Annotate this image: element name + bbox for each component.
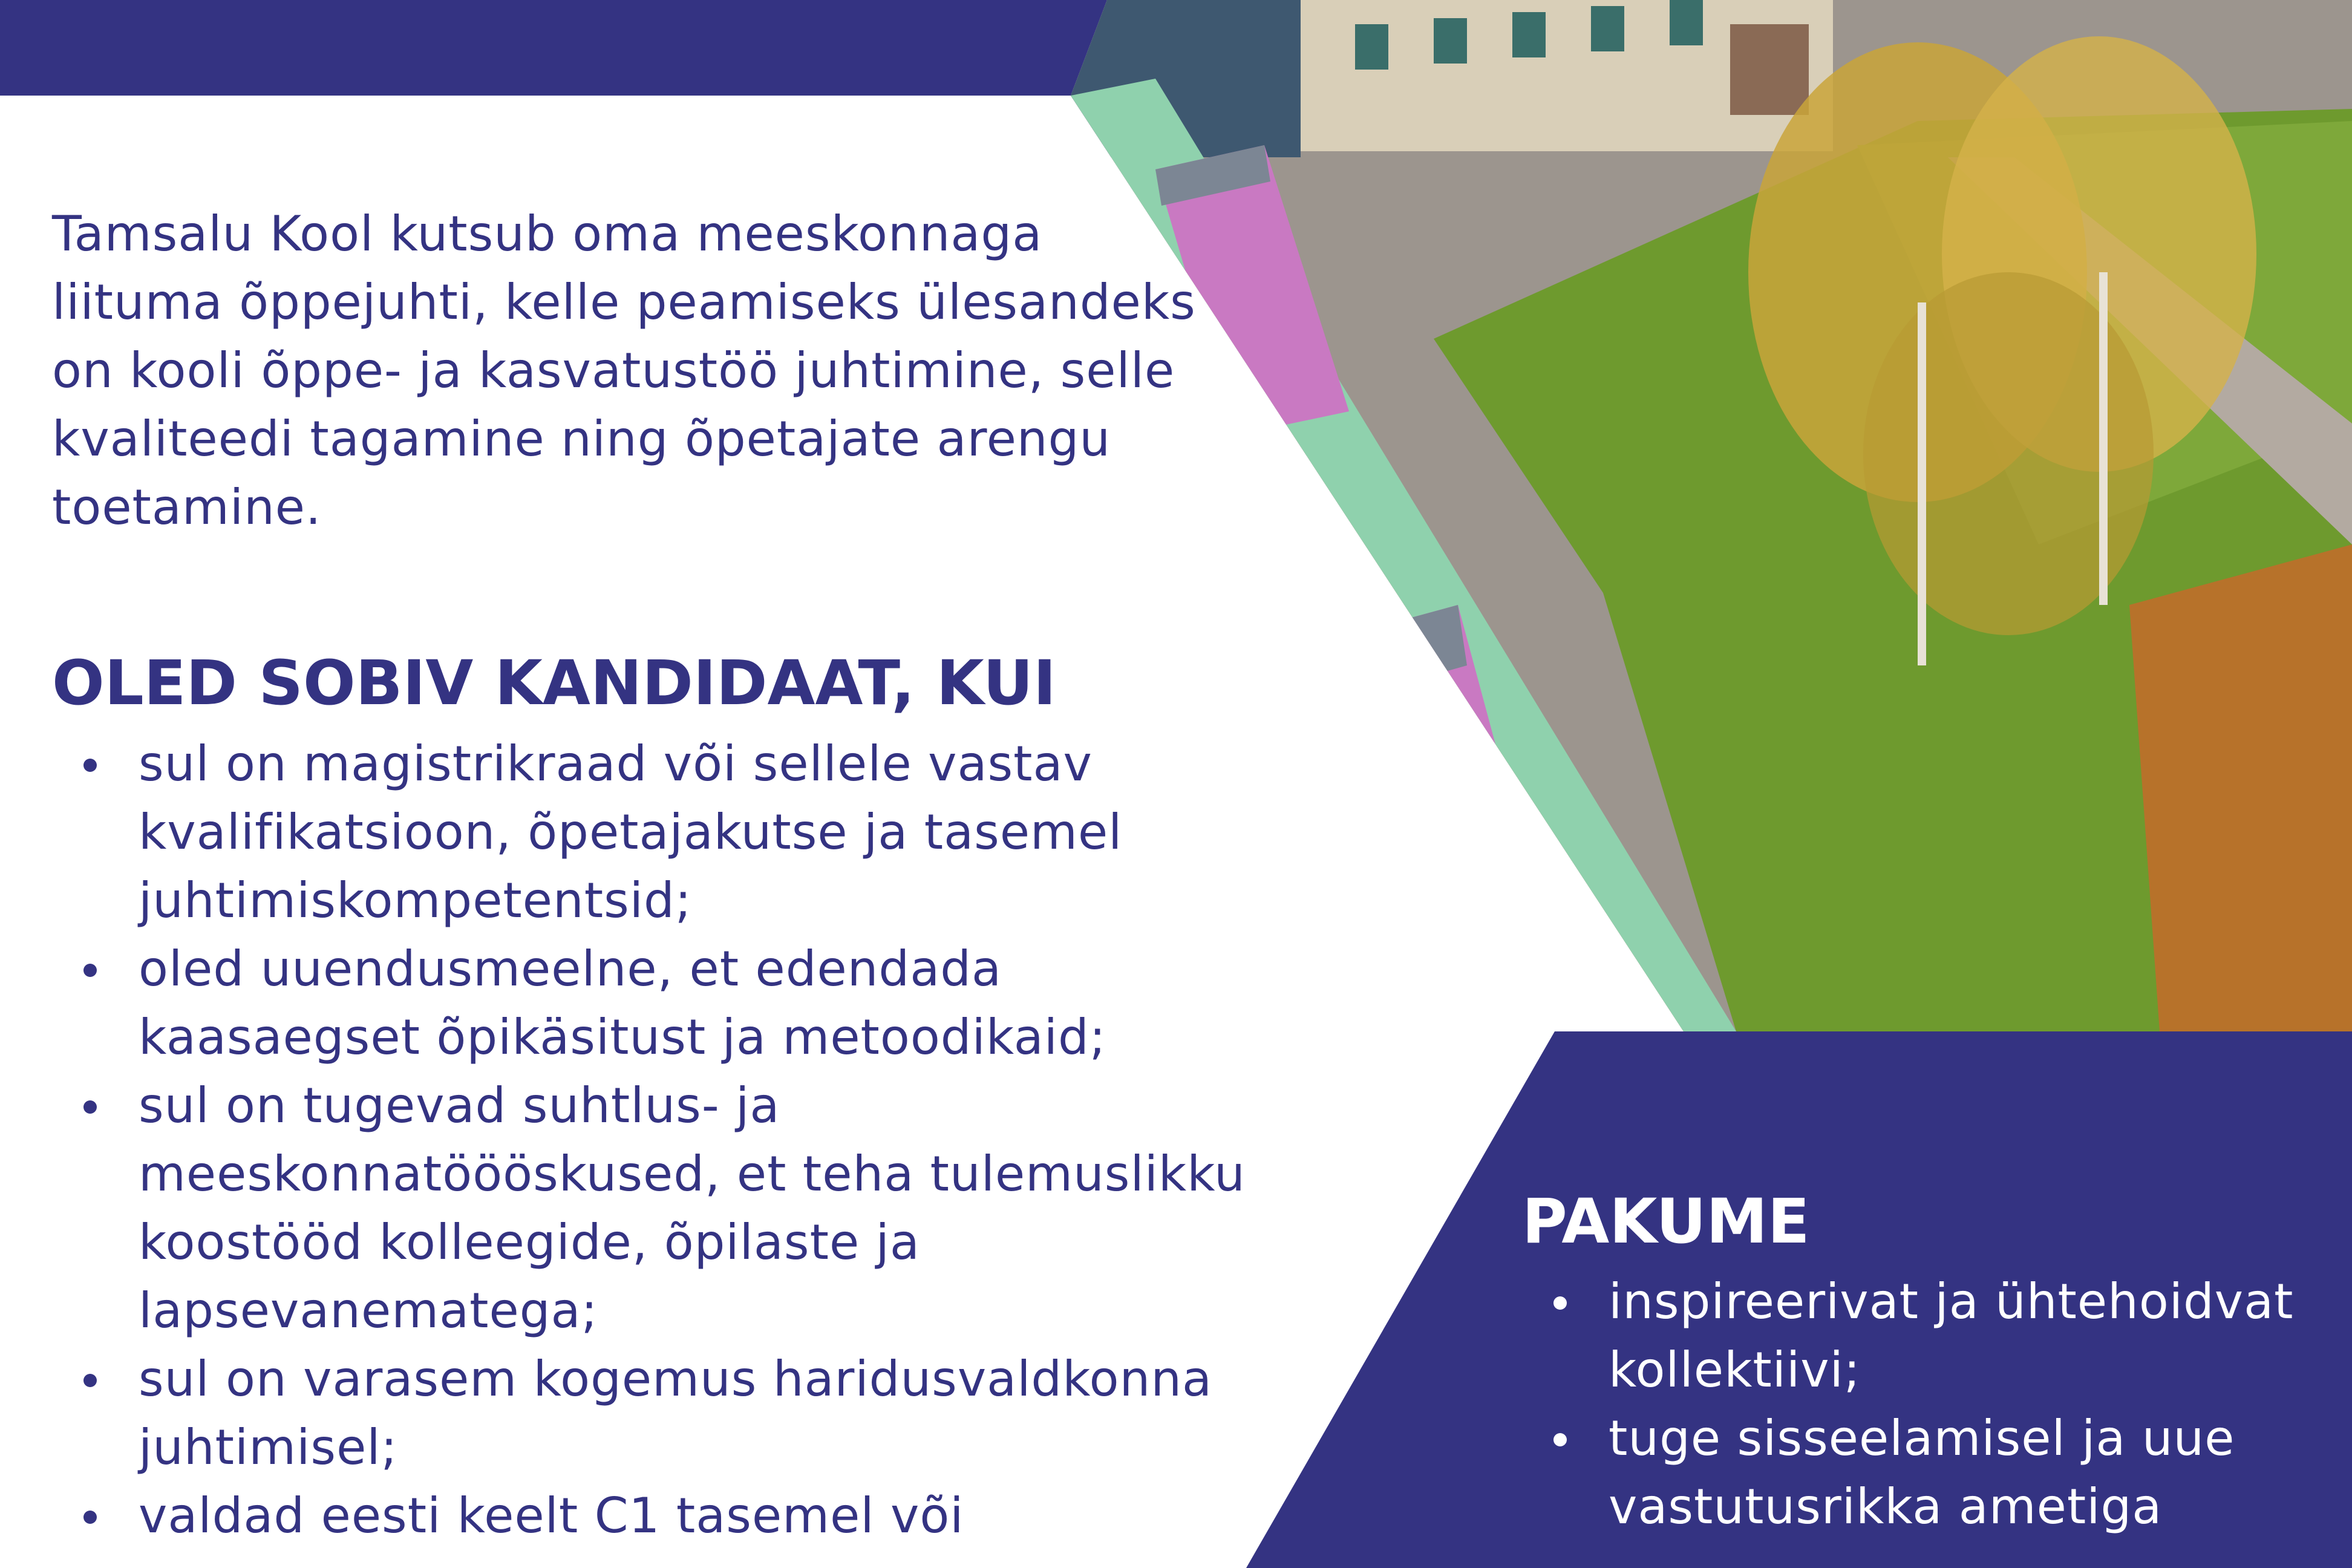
list-item: oled uuendusmeelne, et edendada kaasaegset õpikäsitust ja metoodikaid;: [52, 935, 1250, 1071]
intro-paragraph: Tamsalu Kool kutsub oma meeskonnaga liituma õppejuhti, kelle peamiseks ülesandeks on kooli õppe- ja kasvatustöö juhtimine, selle kvaliteedi tagamine ning õpetajate arengu toetamine.: [52, 206, 1196, 535]
offer-heading: PAKUME: [1522, 1186, 1810, 1258]
candidate-requirements-list: [52, 730, 1250, 1550]
offer-list: [1522, 1267, 2327, 1541]
list-item: tuge sisseelamisel ja uue vastutusrikka ametiga: [1522, 1404, 2327, 1541]
list-item: sul on magistrikraad või sellele vastav kvalifikatsioon, õpetajakutse ja tasemel juhtimiskompetentsid;: [52, 730, 1250, 935]
chimney-bottom-cap: [1325, 605, 1467, 702]
top-banner: [0, 0, 1107, 96]
list-item: valdad eesti keelt C1 tasemel või: [52, 1481, 1250, 1550]
list-item: sul on varasem kogemus haridusvaldkonna juhtimisel;: [52, 1345, 1250, 1481]
school-photo-illustration: [1071, 0, 2352, 1031]
candidate-heading: OLED SOBIV KANDIDAAT, KUI: [52, 647, 1056, 719]
list-item: sul on tugevad suhtlus- ja meeskonnatöööskused, et teha tulemuslikku koostööd kolleegide, õpilaste ja lapsevanematega;: [52, 1071, 1250, 1345]
list-item: inspireerivat ja ühtehoidvat kollektiivi;: [1522, 1267, 2327, 1404]
autumn-hedge: [2129, 544, 2352, 1031]
entrance-porch: [1730, 24, 1809, 115]
school-photo: [1071, 0, 2352, 1031]
